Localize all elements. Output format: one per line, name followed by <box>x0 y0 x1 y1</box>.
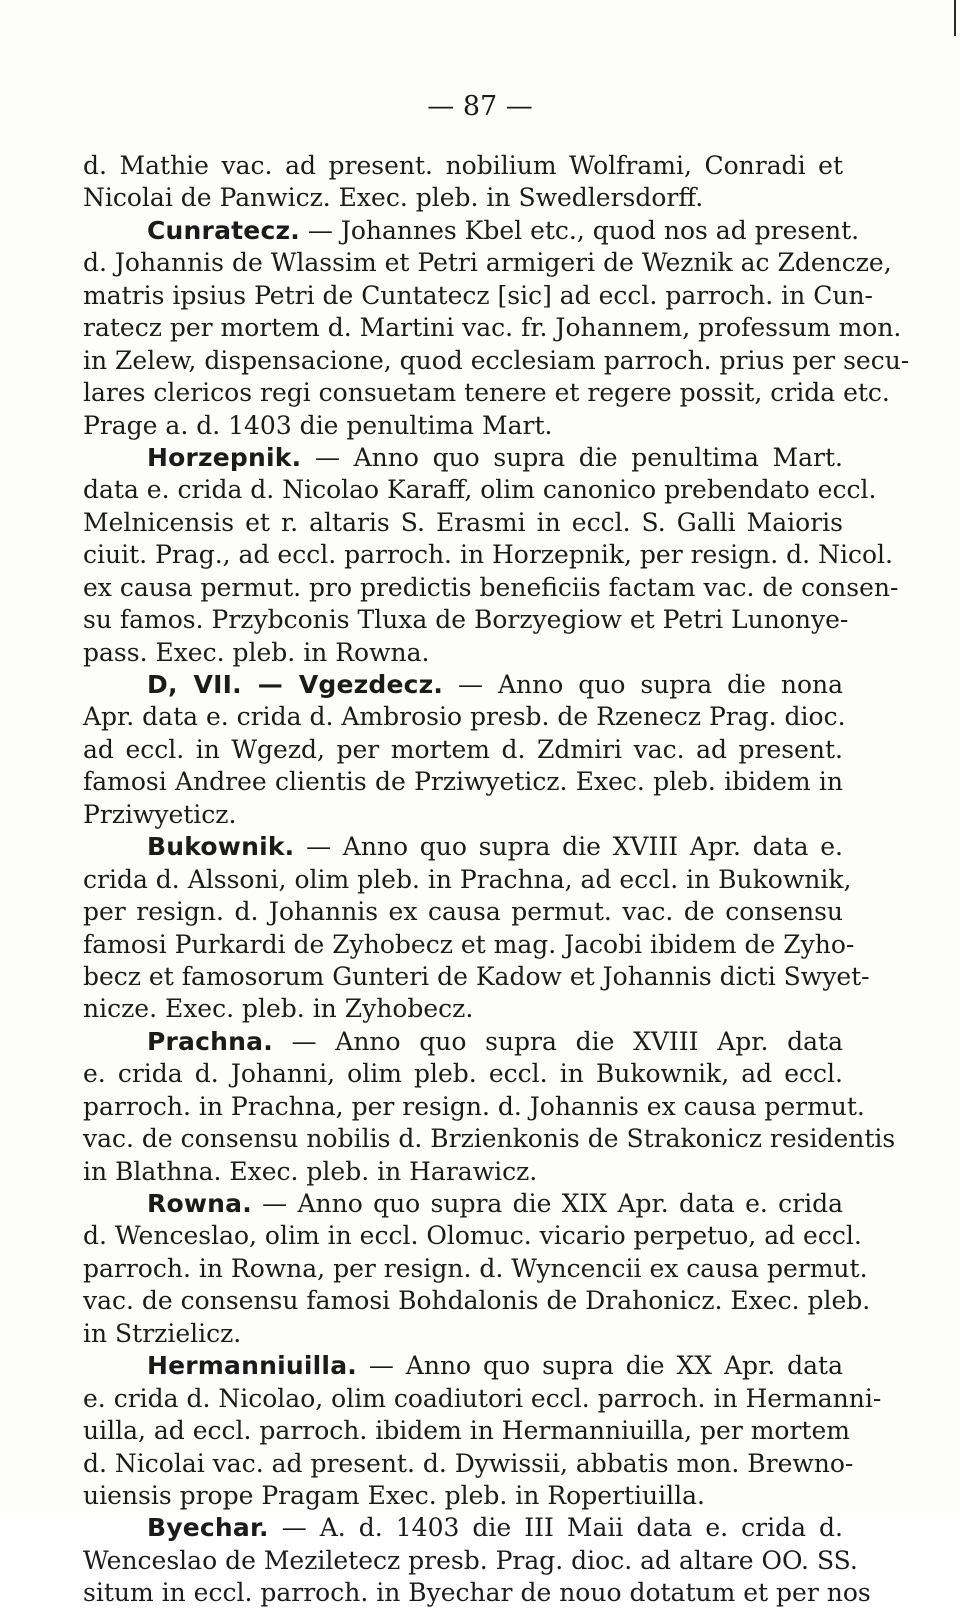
text-line <box>83 604 849 636</box>
page-number: — 87 — <box>427 91 533 122</box>
text-line <box>83 1318 843 1350</box>
line-text: vac. de consensu famosi Bohdalonis de Drahonicz. Exec. pleb. <box>83 1286 871 1316</box>
text-line <box>83 929 855 961</box>
line-text: Prage a. d. 1403 die penultima Mart. <box>83 410 553 440</box>
text-line <box>83 1156 843 1188</box>
entry-heading-line <box>83 1512 843 1544</box>
entry-heading: Prachna. <box>147 1026 273 1056</box>
line-text: — Anno quo supra die XX Apr. data <box>356 1351 843 1381</box>
line-text: famosi Purkardi de Zyhobecz et mag. Jacobi ibidem de Zyho- <box>83 929 855 959</box>
entry-heading-line <box>83 1026 843 1058</box>
line-text: in Blathna. Exec. pleb. in Harawicz. <box>83 1156 538 1186</box>
line-text: in Strzielicz. <box>83 1318 242 1348</box>
text-line <box>83 507 843 539</box>
text-line <box>83 474 877 506</box>
line-text: e. crida d. Johanni, olim pleb. eccl. in Bukownik, ad eccl. <box>83 1059 843 1089</box>
entry-heading: Bukownik. <box>147 832 295 862</box>
line-text: d. Mathie vac. ad present. nobilium Wolframi, Conradi et <box>83 151 843 180</box>
entry-heading: Rowna. <box>147 1189 252 1218</box>
line-text: ciuit. Prag., ad eccl. parroch. in Horzepnik, per resign. d. Nicol. <box>83 540 893 570</box>
text-line <box>83 1220 862 1252</box>
line-text: parroch. in Prachna, per resign. d. Johannis ex causa permut. <box>83 1091 865 1121</box>
text-line <box>83 182 843 214</box>
body-text <box>83 150 910 1610</box>
line-text: Wenceslao de Meziletecz presb. Prag. dioc. ad altare OO. SS. <box>83 1545 858 1575</box>
line-text: Nicolai de Panwicz. Exec. pleb. in Swedlersdorff. <box>83 183 704 213</box>
line-text: — Anno quo supra die nona <box>443 670 844 699</box>
entry-heading-line <box>83 442 843 474</box>
line-text: situm in eccl. parroch. in Byechar de nouo dotatum et per nos <box>83 1578 871 1608</box>
entry-heading: Horzepnik. <box>147 442 302 472</box>
text-line <box>83 410 843 442</box>
text-line <box>83 799 843 831</box>
entry-heading: Byechar. <box>147 1513 269 1543</box>
line-text: in Zelew, dispensacione, quod ecclesiam parroch. prius per secu- <box>83 345 910 375</box>
text-line <box>83 1091 865 1123</box>
line-text: ex causa permut. pro predictis beneficiis factam vac. de consen- <box>83 572 899 602</box>
text-line <box>83 1448 854 1480</box>
text-line <box>83 312 902 344</box>
text-line <box>83 345 910 377</box>
line-text: su famos. Przybconis Tluxa de Borzyegiow et Petri Lunonye- <box>83 605 849 635</box>
line-text: d. Johannis de Wlassim et Petri armigeri de Weznik ac Zdencze, <box>83 248 892 278</box>
line-text: Prziwyeticz. <box>83 799 237 829</box>
line-text: lares clericos regi consuetam tenere et regere possit, crida etc. <box>83 378 890 408</box>
entry-heading-line <box>83 215 860 247</box>
line-text: vac. de consensu nobilis d. Brzienkonis de Strakonicz residentis <box>83 1124 896 1154</box>
line-text: Melnicensis et r. altaris S. Erasmi in eccl. S. Galli Maioris <box>83 507 843 537</box>
line-text: matris ipsius Petri de Cuntatecz [sic] ad eccl. parroch. in Cun- <box>83 280 874 310</box>
entry-heading-line <box>83 1350 843 1382</box>
line-text: d. Nicolai vac. ad present. d. Dywissii, abbatis mon. Brewno- <box>83 1448 854 1478</box>
text-line <box>83 1123 896 1155</box>
text-line <box>83 1545 858 1577</box>
line-text: ratecz per mortem d. Martini vac. fr. Johannem, professum mon. <box>83 313 902 343</box>
line-text: ad eccl. in Wgezd, per mortem d. Zdmiri vac. ad present. <box>83 734 843 764</box>
line-text: nicze. Exec. pleb. in Zyhobecz. <box>83 994 474 1024</box>
line-text: parroch. in Rowna, per resign. d. Wyncencii ex causa permut. <box>83 1253 868 1283</box>
text-line <box>83 864 852 896</box>
text-line <box>83 1480 843 1512</box>
text-line <box>83 896 843 928</box>
line-text: uilla, ad eccl. parroch. ibidem in Hermanniuilla, per mortem <box>83 1416 850 1446</box>
line-text: data e. crida d. Nicolao Karaff, olim canonico prebendato eccl. <box>83 475 877 505</box>
text-line <box>83 1383 882 1415</box>
entry-heading-line <box>83 1188 843 1220</box>
line-text: — A. d. 1403 die III Maii data e. crida d. <box>268 1513 843 1543</box>
line-text: — Anno quo supra die XVIII Apr. data e. <box>294 832 843 862</box>
entry-heading: Cunratecz. <box>147 215 300 245</box>
line-text: crida d. Alssoni, olim pleb. in Prachna, ad eccl. in Bukownik, <box>83 864 852 894</box>
entry-heading: D, VII. — Vgezdecz. <box>147 670 444 699</box>
entry-heading-line <box>83 831 843 863</box>
text-line <box>83 280 874 312</box>
line-text: famosi Andree clientis de Prziwyeticz. Exec. pleb. ibidem in <box>83 767 843 797</box>
text-line <box>83 637 843 669</box>
line-text: uiensis prope Pragam Exec. pleb. in Ropertiuilla. <box>83 1480 705 1510</box>
text-line <box>83 1577 871 1609</box>
text-line <box>83 539 893 571</box>
line-text: — Anno quo supra die penultima Mart. <box>301 442 843 472</box>
text-line <box>83 247 892 279</box>
text-line <box>83 993 843 1025</box>
page-edge-mark <box>954 0 956 36</box>
line-text: — Johannes Kbel etc., quod nos ad present. <box>299 215 860 245</box>
entry-heading-line <box>83 669 843 701</box>
line-text: becz et famosorum Gunteri de Kadow et Johannis dicti Swyet- <box>83 961 870 991</box>
text-line <box>83 150 843 182</box>
line-text: e. crida d. Nicolao, olim coadiutori eccl. parroch. in Hermanni- <box>83 1383 882 1413</box>
text-line <box>83 1058 843 1090</box>
text-line <box>83 1253 868 1285</box>
text-line <box>83 766 843 798</box>
line-text: — Anno quo supra die XIX Apr. data e. crida <box>251 1189 843 1218</box>
text-line <box>83 377 890 409</box>
text-line <box>83 572 899 604</box>
line-text: Apr. data e. crida d. Ambrosio presb. de Rzenecz Prag. dioc. <box>83 702 846 732</box>
line-text: per resign. d. Johannis ex causa permut. vac. de consensu <box>83 897 843 927</box>
text-line <box>83 734 843 766</box>
line-text: pass. Exec. pleb. in Rowna. <box>83 637 430 667</box>
text-line <box>83 701 846 733</box>
text-line <box>83 961 870 993</box>
line-text: d. Wenceslao, olim in eccl. Olomuc. vicario perpetuo, ad eccl. <box>83 1221 862 1251</box>
line-text: — Anno quo supra die XVIII Apr. data <box>272 1026 843 1056</box>
text-line <box>83 1285 871 1317</box>
text-line <box>83 1415 850 1447</box>
entry-heading: Hermanniuilla. <box>147 1351 357 1381</box>
